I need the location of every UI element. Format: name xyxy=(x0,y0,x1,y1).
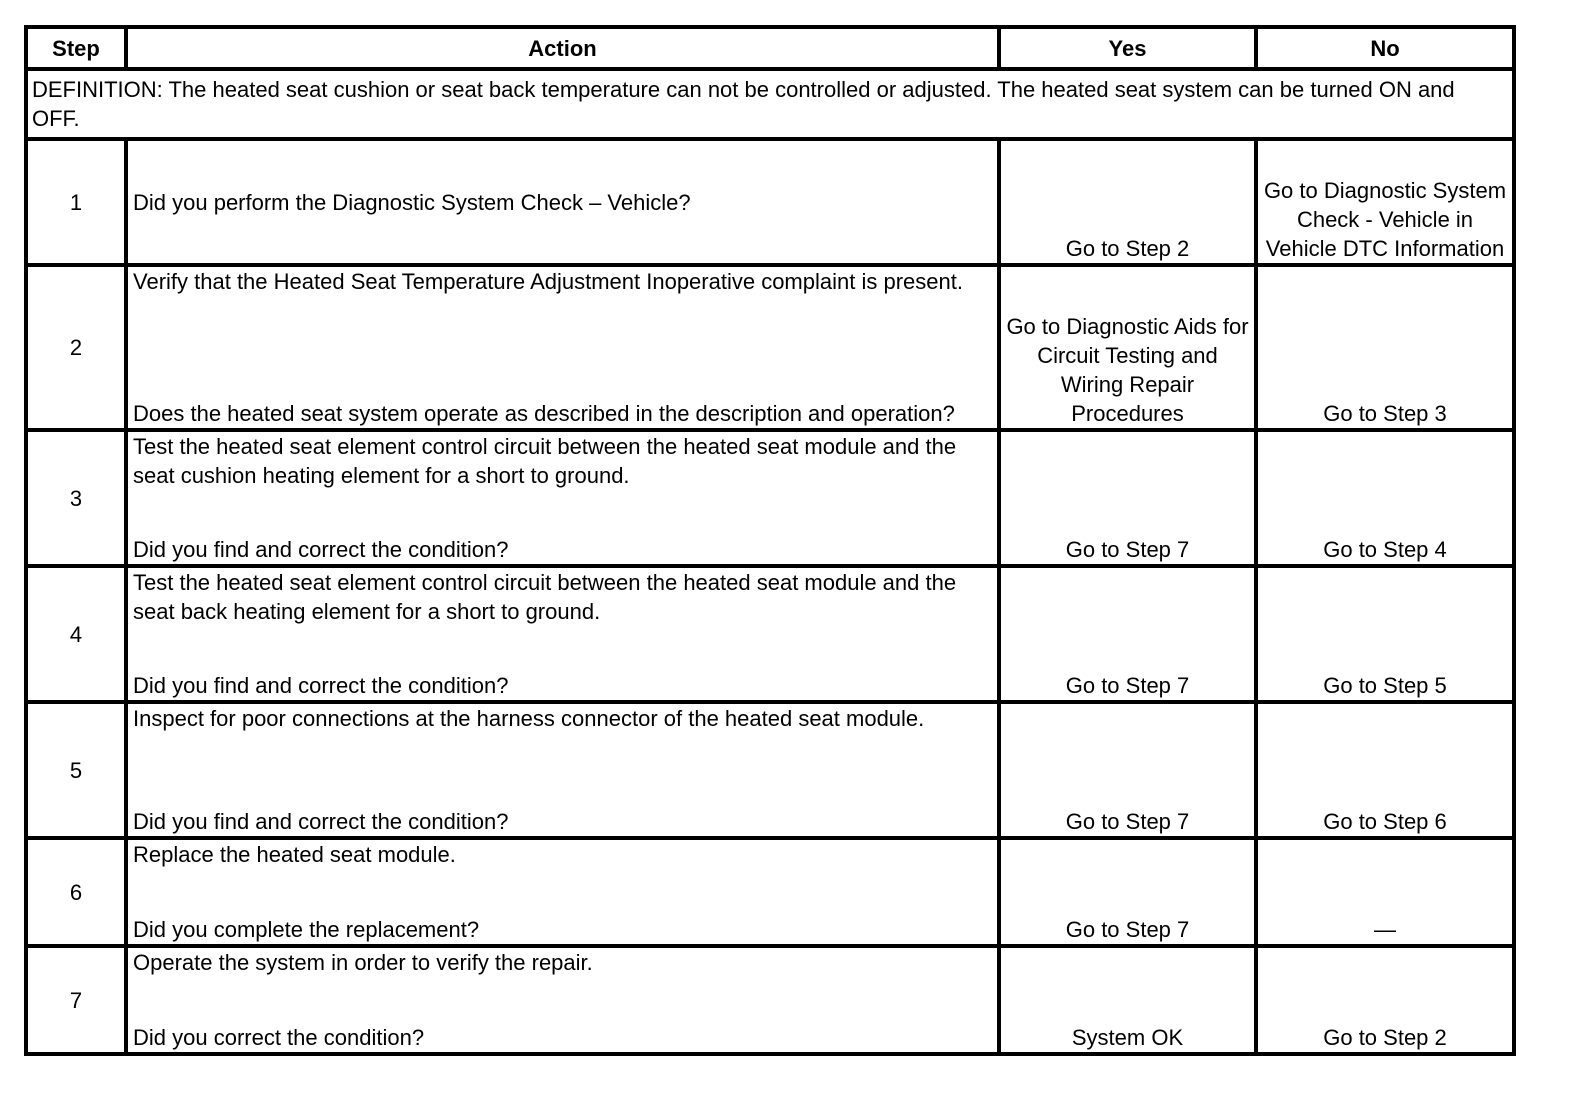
table-row xyxy=(26,702,1514,838)
table-row xyxy=(26,430,1514,566)
action-question: Did you find and correct the condition? xyxy=(133,537,509,562)
yes-cell: System OK xyxy=(999,946,1256,1054)
yes-cell: Go to Step 7 xyxy=(999,430,1256,566)
no-cell: Go to Step 6 xyxy=(1256,702,1514,838)
step-number: 6 xyxy=(26,838,126,946)
yes-cell: Go to Diagnostic Aids for Circuit Testing and Wiring Repair Procedures xyxy=(999,265,1256,430)
definition-text: DEFINITION: The heated seat cushion or seat back temperature can not be controlled or adjusted. The heated seat system can be turned ON and OFF. xyxy=(26,69,1514,139)
action-question: Did you correct the condition? xyxy=(133,1025,425,1050)
action-question: Did you complete the replacement? xyxy=(133,917,480,942)
action-instruction: Inspect for poor connections at the harness connector of the heated seat module. xyxy=(133,706,925,731)
table-header-row xyxy=(26,27,1514,69)
action-instruction: Test the heated seat element control circuit between the heated seat module and the seat back heating element for a short to ground. xyxy=(133,570,957,624)
action-question: Did you perform the Diagnostic System Check – Vehicle? xyxy=(133,189,691,215)
action-instruction: Test the heated seat element control circuit between the heated seat module and the seat cushion heating element for a short to ground. xyxy=(133,434,957,488)
yes-cell: Go to Step 7 xyxy=(999,838,1256,946)
definition-row xyxy=(26,69,1514,139)
step-number: 3 xyxy=(26,430,126,566)
no-cell: Go to Diagnostic System Check - Vehicle in Vehicle DTC Information xyxy=(1256,139,1514,265)
yes-cell: Go to Step 2 xyxy=(999,139,1256,265)
step-number: 5 xyxy=(26,702,126,838)
header-step: Step xyxy=(26,27,126,69)
header-action: Action xyxy=(126,27,999,69)
step-number: 4 xyxy=(26,566,126,702)
action-instruction: Operate the system in order to verify the repair. xyxy=(133,950,593,975)
table-row xyxy=(26,139,1514,265)
yes-cell: Go to Step 7 xyxy=(999,566,1256,702)
action-question: Did you find and correct the condition? xyxy=(133,673,509,698)
action-instruction: Replace the heated seat module. xyxy=(133,842,456,867)
action-instruction: Verify that the Heated Seat Temperature Adjustment Inoperative complaint is present. xyxy=(133,269,963,294)
action-cell xyxy=(126,702,999,838)
action-cell xyxy=(126,566,999,702)
table-row xyxy=(26,566,1514,702)
step-number: 2 xyxy=(26,265,126,430)
diagnostic-table xyxy=(24,25,1516,1056)
action-cell xyxy=(126,838,999,946)
action-cell xyxy=(126,265,999,430)
action-cell xyxy=(126,430,999,566)
yes-cell: Go to Step 7 xyxy=(999,702,1256,838)
action-cell xyxy=(126,139,999,265)
no-cell: Go to Step 3 xyxy=(1256,265,1514,430)
action-cell xyxy=(126,946,999,1054)
action-question: Did you find and correct the condition? xyxy=(133,809,509,834)
table-row xyxy=(26,838,1514,946)
action-question: Does the heated seat system operate as described in the description and operation? xyxy=(133,401,955,426)
no-cell: Go to Step 2 xyxy=(1256,946,1514,1054)
header-yes: Yes xyxy=(999,27,1256,69)
no-cell: Go to Step 5 xyxy=(1256,566,1514,702)
header-no: No xyxy=(1256,27,1514,69)
no-cell: — xyxy=(1256,838,1514,946)
step-number: 7 xyxy=(26,946,126,1054)
step-number: 1 xyxy=(26,139,126,265)
table-row xyxy=(26,946,1514,1054)
no-cell: Go to Step 4 xyxy=(1256,430,1514,566)
table-row xyxy=(26,265,1514,430)
